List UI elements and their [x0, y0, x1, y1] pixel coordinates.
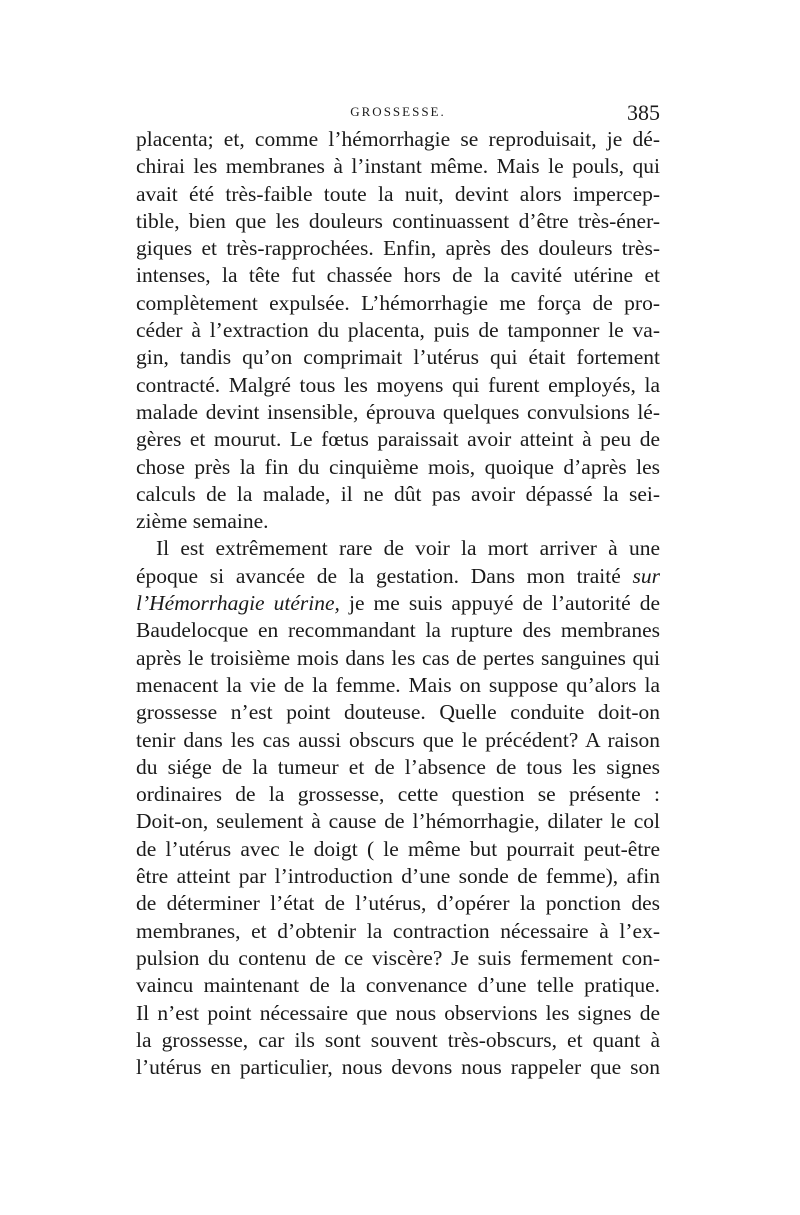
text-line: Doit-on, seulement à cause de l’hémorrhagie, dilater le col	[136, 809, 660, 834]
text-line: calculs de la malade, il ne dût pas avoir dépassé la sei-	[136, 481, 660, 506]
italic-title-segment: sur	[632, 563, 660, 588]
text-line: être atteint par l’introduction d’une sonde de femme), afin	[136, 864, 660, 889]
running-title: GROSSESSE.	[350, 104, 446, 119]
page-number: 385	[627, 100, 660, 125]
text-line: tenir dans les cas aussi obscurs que le précédent? A raison	[136, 727, 660, 752]
text-segment: je me suis appuyé de l’autorité de	[339, 591, 660, 616]
text-line: tible, bien que les douleurs continuassent d’être très-éner-	[136, 208, 660, 233]
text-line: zième semaine.	[136, 509, 269, 534]
text-line: Baudelocque en recommandant la rupture des membranes	[136, 618, 660, 643]
text-line: complètement expulsée. L’hémorrhagie me força de pro-	[136, 290, 660, 315]
body-text	[136, 126, 660, 1081]
text-line: Il n’est point nécessaire que nous observions les signes de	[136, 1000, 660, 1025]
text-line: placenta; et, comme l’hémorrhagie se reproduisait, je dé-	[136, 127, 660, 151]
text-line: gin, tandis qu’on comprimait l’utérus qui était fortement	[136, 345, 660, 370]
text-line: gères et mourut. Le fœtus paraissait avoir atteint à peu de	[136, 427, 660, 452]
text-line: l’utérus en particulier, nous devons nous rappeler que son	[136, 1055, 660, 1080]
text-line: ordinaires de la grossesse, cette question se présente :	[136, 782, 660, 807]
text-line: intenses, la tête fut chassée hors de la cavité utérine et	[136, 263, 660, 288]
text-line: malade devint insensible, éprouva quelques convulsions lé-	[136, 399, 660, 424]
text-line: avait été très-faible toute la nuit, devint alors impercep-	[136, 181, 660, 206]
text-line: chirai les membranes à l’instant même. Mais le pouls, qui	[136, 154, 660, 179]
text-line: giques et très-rapprochées. Enfin, après des douleurs très-	[136, 236, 660, 261]
text-line	[136, 590, 660, 617]
text-line: après le troisième mois dans les cas de pertes sanguines qui	[136, 645, 660, 670]
text-line: vaincu maintenant de la convenance d’une telle pratique.	[136, 973, 660, 998]
text-line: menacent la vie de la femme. Mais on suppose qu’alors la	[136, 672, 660, 697]
text-line: de l’utérus avec le doigt ( le même but pourrait peut-être	[136, 836, 660, 861]
text-segment: époque si avancée de la gestation. Dans mon traité	[136, 563, 633, 588]
text-line: du siége de la tumeur et de l’absence de tous les signes	[136, 754, 660, 779]
text-line: la grossesse, car ils sont souvent très-obscurs, et quant à	[136, 1027, 660, 1052]
text-line	[136, 563, 660, 590]
text-line: contracté. Malgré tous les moyens qui furent employés, la	[136, 372, 660, 397]
text-line: membranes, et d’obtenir la contraction nécessaire à l’ex-	[136, 918, 660, 943]
text-line: Il est extrêmement rare de voir la mort arriver à une	[156, 536, 660, 561]
text-line: de déterminer l’état de l’utérus, d’opérer la ponction des	[136, 891, 660, 916]
text-line: céder à l’extraction du placenta, puis de tamponner le va-	[136, 318, 660, 343]
text-line: chose près la fin du cinquième mois, quoique d’après les	[136, 454, 660, 479]
text-line: grossesse n’est point douteuse. Quelle conduite doit-on	[136, 700, 660, 725]
italic-title-segment: l’Hémorrhagie utérine,	[136, 591, 340, 616]
text-line: pulsion du contenu de ce viscère? Je suis fermement con-	[136, 945, 660, 970]
